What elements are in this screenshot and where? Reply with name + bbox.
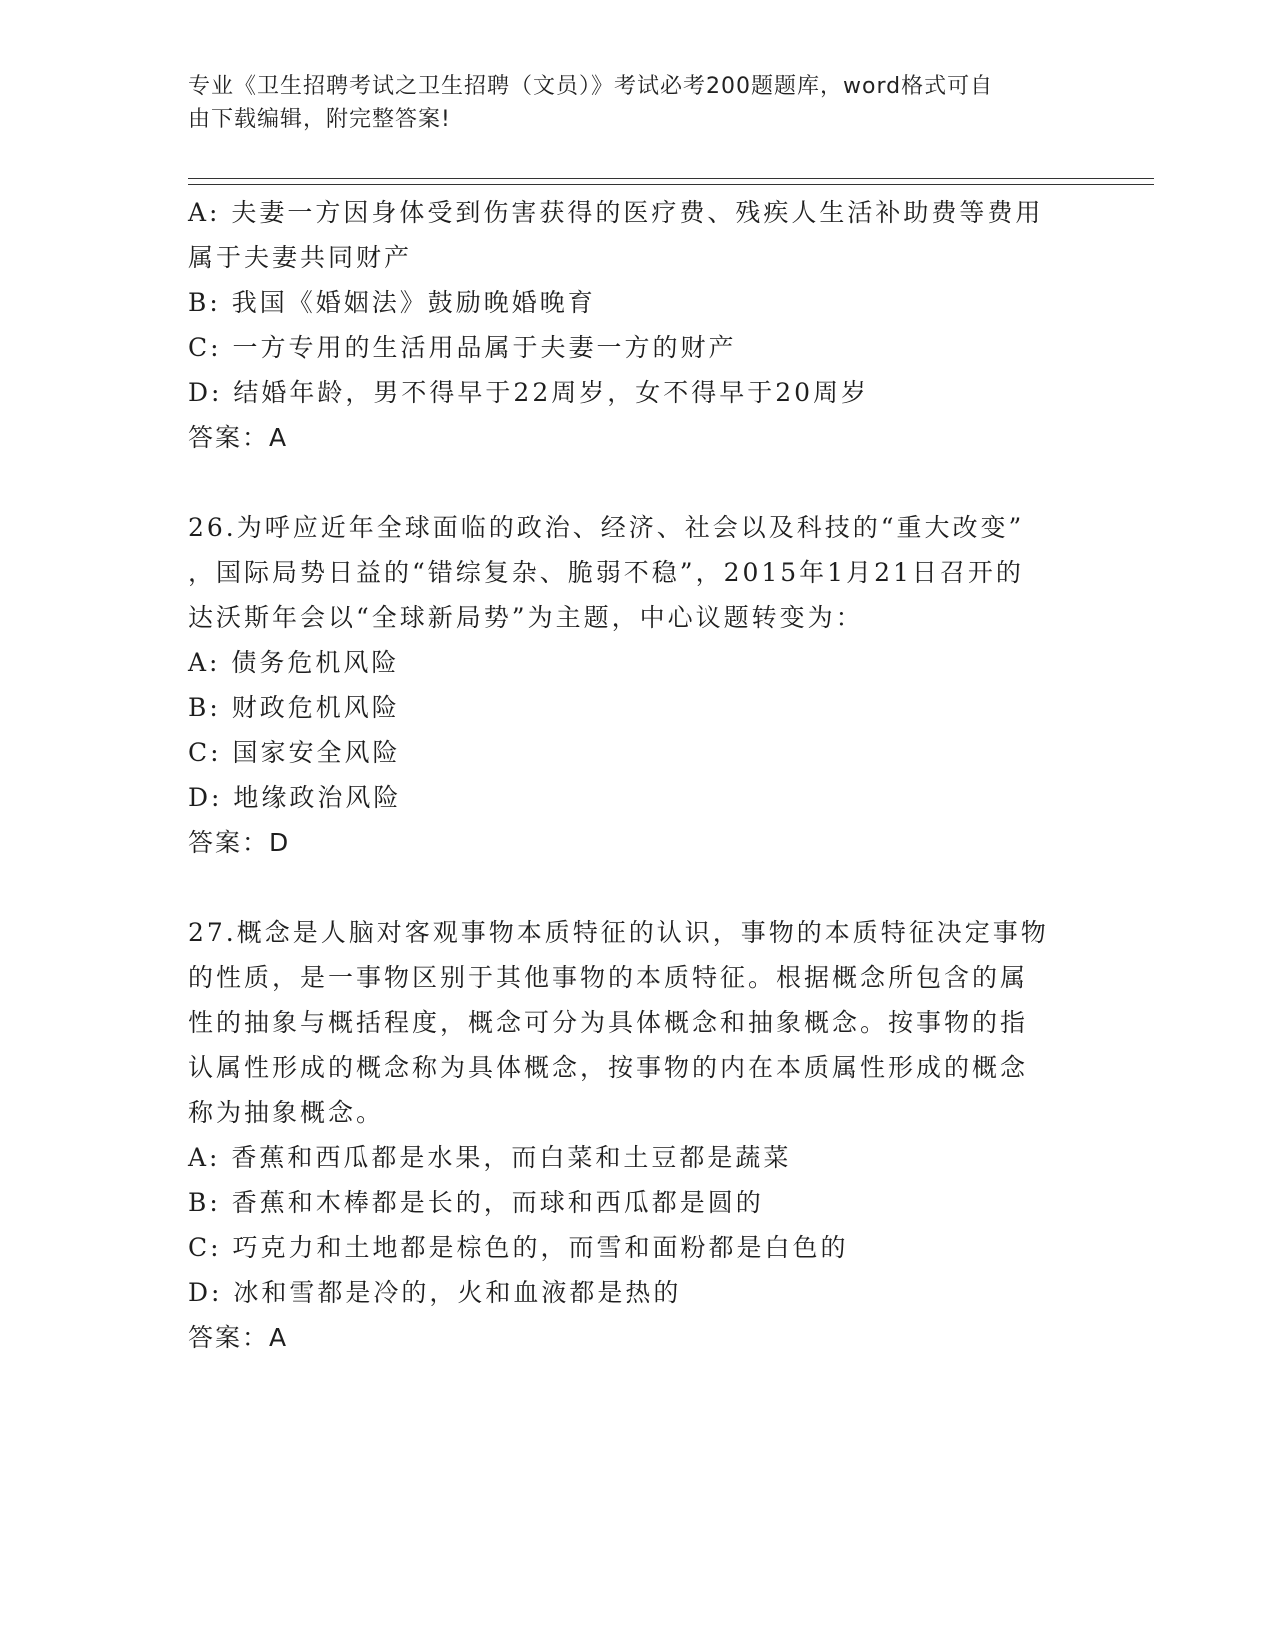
option-a-line-2: 属于夫妻共同财产 [188, 243, 413, 272]
option-b: B: 香蕉和木棒都是长的，而球和西瓜都是圆的 [188, 1188, 764, 1217]
option-c: C: 巧克力和土地都是棕色的，而雪和面粉都是白色的 [188, 1233, 849, 1262]
header-line-2: 由下载编辑，附完整答案! [188, 107, 451, 132]
option-c: C: 一方专用的生活用品属于夫妻一方的财产 [188, 333, 737, 362]
option-a: A: 香蕉和西瓜都是水果，而白菜和土豆都是蔬菜 [188, 1143, 792, 1172]
spacer [188, 460, 1088, 505]
option-a-line-1: A: 夫妻一方因身体受到伤害获得的医疗费、残疾人生活补助费等费用 [188, 198, 1044, 227]
option-d: D: 地缘政治风险 [188, 783, 402, 812]
question-text-line-1: 26.为呼应近年全球面临的政治、经济、社会以及科技的“重大改变” [188, 513, 1025, 542]
question-block-25 [188, 190, 1088, 460]
question-text-line-3: 性的抽象与概括程度，概念可分为具体概念和抽象概念。按事物的指 [188, 1008, 1029, 1037]
option-a: A: 债务危机风险 [188, 648, 400, 677]
option-b: B: 我国《婚姻法》鼓励晚婚晚育 [188, 288, 596, 317]
answer-line: 答案：A [188, 423, 289, 452]
answer-line: 答案：D [188, 828, 291, 857]
answer-line: 答案：A [188, 1323, 289, 1352]
question-block-27 [188, 910, 1088, 1360]
option-d: D: 结婚年龄，男不得早于22周岁，女不得早于20周岁 [188, 378, 870, 407]
question-text-line-2: 的性质，是一事物区别于其他事物的本质特征。根据概念所包含的属 [188, 963, 1029, 992]
spacer [188, 865, 1088, 910]
option-d: D: 冰和雪都是冷的，火和血液都是热的 [188, 1278, 682, 1307]
document-header [188, 70, 1068, 136]
option-c: C: 国家安全风险 [188, 738, 401, 767]
option-b: B: 财政危机风险 [188, 693, 400, 722]
question-content [188, 190, 1088, 1360]
header-rule-bottom [188, 184, 1154, 185]
question-text-line-2: ，国际局势日益的“错综复杂、脆弱不稳”，2015年1月21日召开的 [188, 558, 1024, 587]
question-text-line-1: 27.概念是人脑对客观事物本质特征的认识，事物的本质特征决定事物 [188, 918, 1049, 947]
header-rule-top [188, 178, 1154, 179]
question-text-line-5: 称为抽象概念。 [188, 1098, 385, 1127]
question-text-line-3: 达沃斯年会以“全球新局势”为主题，中心议题转变为： [188, 603, 864, 632]
question-text-line-4: 认属性形成的概念称为具体概念，按事物的内在本质属性形成的概念 [188, 1053, 1029, 1082]
question-block-26 [188, 505, 1088, 865]
header-line-1: 专业《卫生招聘考试之卫生招聘（文员）》考试必考200题题库，word格式可自 [188, 74, 994, 99]
